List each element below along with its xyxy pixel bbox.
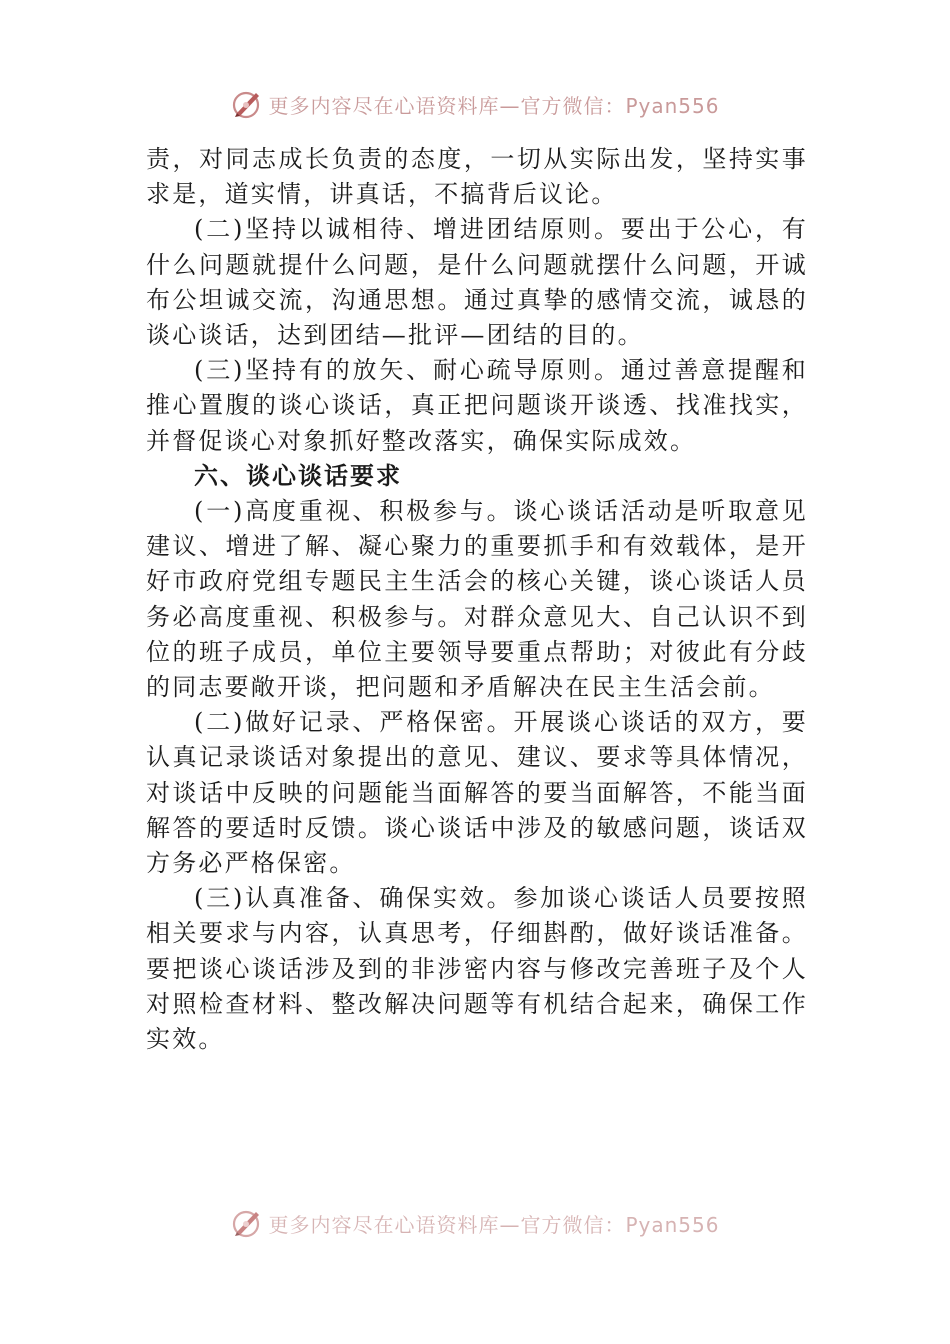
section-heading: 六、谈心谈话要求 xyxy=(194,461,402,490)
pen-logo-icon xyxy=(230,1206,264,1240)
pen-logo-icon xyxy=(230,87,264,121)
paragraph-requirement-2: (二)做好记录、严格保密。开展谈心谈话的双方，要认真记录谈话对象提出的意见、建议、要求等具体情况，对谈话中反映的问题能当面解答的要当面解答，不能当面解答的要适时反馈。谈心谈话中涉及的敏感问题，谈话双方务必严格保密。 xyxy=(146,708,808,878)
watermark-text: 更多内容尽在心语资料库—官方微信：Pyan556 xyxy=(268,93,720,118)
paragraph-principle-2: (二)坚持以诚相待、增进团结原则。要出于公心，有什么问题就提什么问题，是什么问题就摆什么问题，开诚布公坦诚交流，沟通思想。通过真挚的感情交流，诚恳的谈心谈话，达到团结—批评—团结的目的。 xyxy=(146,215,808,350)
document-body xyxy=(146,142,808,1057)
paragraph-requirement-3: (三)认真准备、确保实效。参加谈心谈话人员要按照相关要求与内容，认真思考，仔细斟酌，做好谈话准备。要把谈心谈话涉及到的非涉密内容与修改完善班子及个人对照检查材料、整改解决问题等有机结合起来，确保工作实效。 xyxy=(146,884,808,1054)
paragraph-continuation: 责，对同志成长负责的态度，一切从实际出发，坚持实事求是，道实情，讲真话，不搞背后议论。 xyxy=(146,145,808,209)
paragraph-principle-3: (三)坚持有的放矢、耐心疏导原则。通过善意提醒和推心置腹的谈心谈话，真正把问题谈开谈透、找准找实，并督促谈心对象抓好整改落实，确保实际成效。 xyxy=(146,356,808,455)
paragraph-requirement-1: (一)高度重视、积极参与。谈心谈话活动是听取意见建议、增进了解、凝心聚力的重要抓手和有效载体，是开好市政府党组专题民主生活会的核心关键，谈心谈话人员务必高度重视、积极参与。对群众意见大、自己认识不到位的班子成员，单位主要领导要重点帮助；对彼此有分歧的同志要敞开谈，把问题和矛盾解决在民主生活会前。 xyxy=(146,497,808,702)
footer-watermark xyxy=(0,1203,950,1243)
watermark-text: 更多内容尽在心语资料库—官方微信：Pyan556 xyxy=(268,1212,720,1237)
header-watermark xyxy=(0,84,950,124)
